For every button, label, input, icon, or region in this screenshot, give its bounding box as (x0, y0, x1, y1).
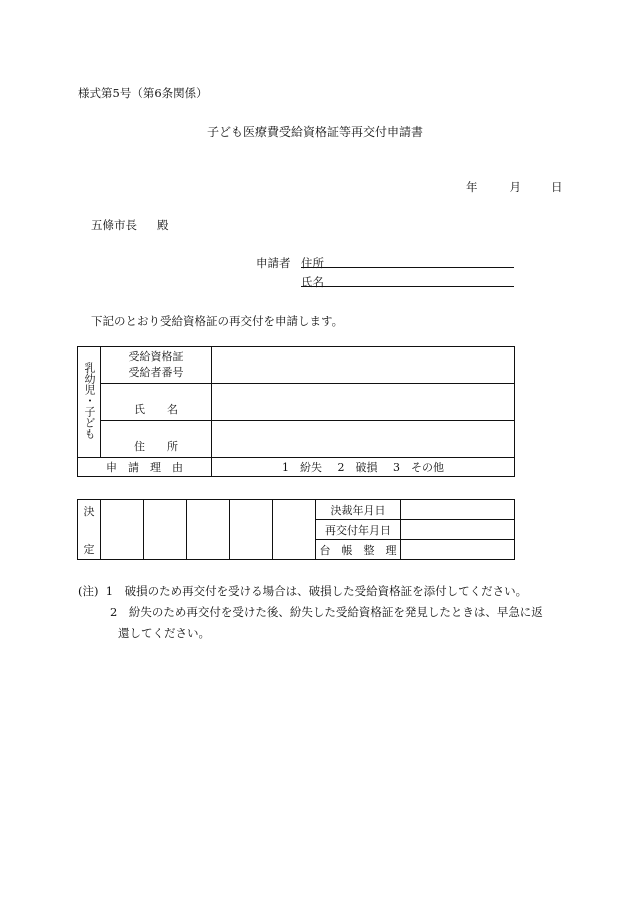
child-address-label: 住 所 (101, 421, 212, 458)
ledger-label: 台 帳 整 理 (316, 540, 401, 560)
decision-date-field[interactable] (401, 500, 515, 520)
child-side-text: 乳幼児・子ども (83, 362, 96, 439)
date-year-label: 年 (466, 180, 478, 194)
applicant-name-line[interactable] (301, 286, 514, 287)
document-title: 子ども医療費受給資格証等再交付申請書 (206, 125, 423, 139)
decision-table (77, 499, 515, 560)
applicant-label: 申請者 (256, 256, 291, 270)
reason-option-damaged[interactable]: 2 破損 (337, 461, 378, 474)
decision-side-label (78, 500, 101, 560)
form-number: 様式第5号（第6条関係） (78, 86, 208, 100)
reason-options (212, 458, 515, 477)
certificate-number-label (101, 347, 212, 384)
ledger-field[interactable] (401, 540, 515, 560)
approval-box-1[interactable] (101, 500, 144, 560)
child-name-field[interactable] (212, 384, 515, 421)
addressee-honorific: 殿 (157, 218, 169, 232)
date-month-label: 月 (509, 180, 521, 194)
approval-box-2[interactable] (144, 500, 187, 560)
applicant-address-label: 住所 (301, 256, 324, 270)
decision-label-bottom: 定 (83, 542, 95, 556)
note-2: 2 紛失のため再交付を受けた後、紛失した受給資格証を発見したときは、早急に返 (110, 605, 543, 619)
child-address-field[interactable] (212, 421, 515, 458)
certificate-label-line1: 受給資格証 (128, 350, 184, 363)
child-side-label (78, 347, 101, 458)
reissue-date-field[interactable] (401, 520, 515, 540)
approval-box-3[interactable] (187, 500, 230, 560)
reason-label: 申 請 理 由 (78, 458, 212, 477)
approval-box-4[interactable] (230, 500, 273, 560)
intro-text: 下記のとおり受給資格証の再交付を申請します。 (91, 314, 344, 328)
notes (78, 581, 543, 644)
certificate-number-field[interactable] (212, 347, 515, 384)
note-2-continued: 還してください。 (118, 626, 210, 640)
decision-date-label: 決裁年月日 (316, 500, 401, 520)
child-name-label: 氏 名 (101, 384, 212, 421)
reissue-date-label: 再交付年月日 (316, 520, 401, 540)
note-prefix: (注) (78, 584, 99, 598)
addressee-name: 五條市長 (91, 218, 137, 232)
date-line (466, 179, 563, 195)
addressee (91, 217, 169, 233)
applicant-name-label: 氏名 (301, 275, 324, 289)
reason-option-lost[interactable]: 1 紛失 (282, 461, 322, 474)
applicant-address-line[interactable] (301, 267, 514, 268)
decision-label-top: 決 (83, 504, 95, 518)
date-day-label: 日 (551, 180, 563, 194)
reason-option-other[interactable]: 3 その他 (393, 461, 444, 474)
certificate-label-line2: 受給者番号 (128, 366, 184, 379)
approval-box-5[interactable] (273, 500, 316, 560)
note-1-text: 1 破損のため再交付を受ける場合は、破損した受給資格証を添付してください。 (105, 584, 528, 598)
applicant-info-table (77, 346, 515, 477)
note-1 (78, 581, 543, 602)
